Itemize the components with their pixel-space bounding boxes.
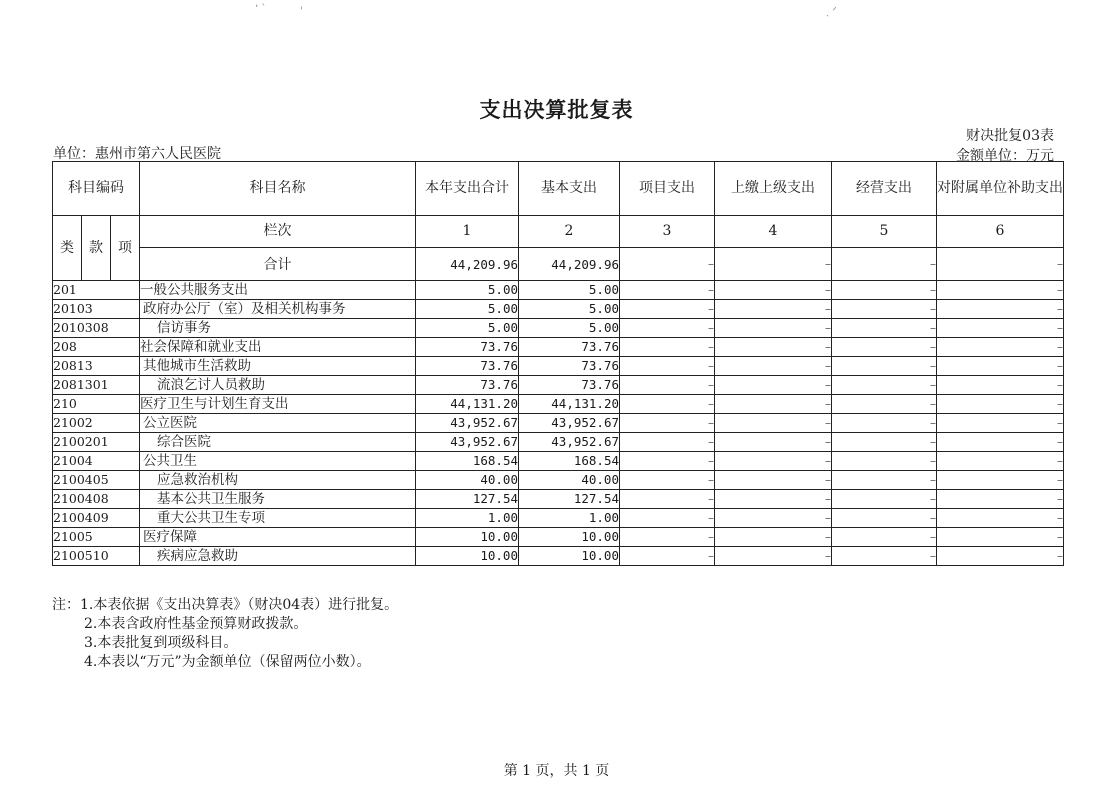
row-project: – [620, 357, 715, 376]
table-row [53, 414, 1064, 433]
column-number-row [53, 216, 1064, 248]
row-basic: 5.00 [519, 319, 620, 338]
row-code: 2100409 [53, 509, 140, 528]
header-col1: 本年支出合计 [416, 162, 519, 216]
row-subsidy: – [937, 433, 1064, 452]
table-row [53, 338, 1064, 357]
note-4: 4.本表以“万元”为金额单位（保留两位小数）。 [84, 654, 371, 670]
row-basic: 10.00 [519, 528, 620, 547]
row-name: 流浪乞讨人员救助 [140, 376, 416, 395]
note-2: 2.本表含政府性基金预算财政拨款。 [84, 616, 308, 632]
header-code-group: 科目编码 [53, 162, 140, 216]
scan-speck: ˏ ᐟ [826, 6, 837, 17]
table-row [53, 433, 1064, 452]
row-total: 5.00 [416, 319, 519, 338]
row-basic: 10.00 [519, 547, 620, 566]
row-project: – [620, 471, 715, 490]
row-total: 40.00 [416, 471, 519, 490]
row-subsidy: – [937, 300, 1064, 319]
row-name: 重大公共卫生专项 [140, 509, 416, 528]
row-upper: – [715, 547, 832, 566]
row-business: – [832, 414, 937, 433]
row-basic: 1.00 [519, 509, 620, 528]
row-subsidy: – [937, 471, 1064, 490]
total-col4: – [715, 248, 832, 281]
row-business: – [832, 490, 937, 509]
row-name: 疾病应急救助 [140, 547, 416, 566]
row-code: 21004 [53, 452, 140, 471]
total-col6: – [937, 248, 1064, 281]
row-subsidy: – [937, 395, 1064, 414]
table-row [53, 281, 1064, 300]
currency-unit: 金额单位：万元 [956, 148, 1054, 164]
row-name: 社会保障和就业支出 [140, 338, 416, 357]
row-upper: – [715, 338, 832, 357]
page-footer: 第 1 页，共 1 页 [503, 763, 610, 779]
table-row [53, 471, 1064, 490]
row-name: 综合医院 [140, 433, 416, 452]
row-code: 21005 [53, 528, 140, 547]
row-project: – [620, 376, 715, 395]
row-total: 43,952.67 [416, 414, 519, 433]
row-project: – [620, 414, 715, 433]
table-row [53, 509, 1064, 528]
row-total: 43,952.67 [416, 433, 519, 452]
row-business: – [832, 376, 937, 395]
table-row [53, 528, 1064, 547]
table-row [53, 300, 1064, 319]
table-row [53, 547, 1064, 566]
row-basic: 168.54 [519, 452, 620, 471]
row-business: – [832, 452, 937, 471]
row-code: 208 [53, 338, 140, 357]
table-row [53, 452, 1064, 471]
row-project: – [620, 338, 715, 357]
row-name: 医疗卫生与计划生育支出 [140, 395, 416, 414]
row-code: 21002 [53, 414, 140, 433]
row-upper: – [715, 433, 832, 452]
row-code: 2081301 [53, 376, 140, 395]
row-subsidy: – [937, 319, 1064, 338]
row-name: 医疗保障 [140, 528, 416, 547]
table-row [53, 357, 1064, 376]
row-subsidy: – [937, 414, 1064, 433]
row-total: 44,131.20 [416, 395, 519, 414]
row-business: – [832, 547, 937, 566]
row-project: – [620, 547, 715, 566]
notes [52, 596, 398, 672]
row-code: 20813 [53, 357, 140, 376]
total-col2: 44,209.96 [519, 248, 620, 281]
header-lanci: 栏次 [140, 216, 416, 248]
row-upper: – [715, 509, 832, 528]
row-total: 73.76 [416, 357, 519, 376]
row-upper: – [715, 490, 832, 509]
row-project: – [620, 319, 715, 338]
row-subsidy: – [937, 357, 1064, 376]
row-upper: – [715, 452, 832, 471]
row-basic: 5.00 [519, 281, 620, 300]
row-business: – [832, 433, 937, 452]
row-business: – [832, 471, 937, 490]
row-total: 1.00 [416, 509, 519, 528]
row-business: – [832, 300, 937, 319]
row-total: 127.54 [416, 490, 519, 509]
row-project: – [620, 433, 715, 452]
row-subsidy: – [937, 281, 1064, 300]
row-upper: – [715, 395, 832, 414]
row-project: – [620, 395, 715, 414]
row-upper: – [715, 319, 832, 338]
row-upper: – [715, 300, 832, 319]
row-upper: – [715, 281, 832, 300]
row-basic: 44,131.20 [519, 395, 620, 414]
row-business: – [832, 509, 937, 528]
total-row [53, 248, 1064, 281]
row-business: – [832, 338, 937, 357]
row-business: – [832, 528, 937, 547]
row-project: – [620, 300, 715, 319]
row-name: 公共卫生 [140, 452, 416, 471]
row-basic: 5.00 [519, 300, 620, 319]
row-upper: – [715, 528, 832, 547]
note-3: 3.本表批复到项级科目。 [84, 635, 238, 651]
row-subsidy: – [937, 338, 1064, 357]
row-project: – [620, 509, 715, 528]
table-body [53, 281, 1064, 566]
row-subsidy: – [937, 452, 1064, 471]
row-subsidy: – [937, 509, 1064, 528]
row-basic: 40.00 [519, 471, 620, 490]
header-row [53, 162, 1064, 216]
total-col3: – [620, 248, 715, 281]
row-total: 10.00 [416, 528, 519, 547]
row-code: 20103 [53, 300, 140, 319]
row-upper: – [715, 471, 832, 490]
row-project: – [620, 281, 715, 300]
scan-speck: ' [300, 6, 303, 17]
row-basic: 43,952.67 [519, 414, 620, 433]
row-total: 5.00 [416, 300, 519, 319]
header-xiang: 项 [111, 216, 140, 281]
scan-speck: ٬ ˋ [255, 4, 267, 15]
row-code: 2010308 [53, 319, 140, 338]
row-total: 5.00 [416, 281, 519, 300]
row-code: 2100408 [53, 490, 140, 509]
header-lei: 类 [53, 216, 82, 281]
row-total: 73.76 [416, 338, 519, 357]
row-total: 168.54 [416, 452, 519, 471]
row-upper: – [715, 414, 832, 433]
row-name: 其他城市生活救助 [140, 357, 416, 376]
table-row [53, 490, 1064, 509]
header-col3: 项目支出 [620, 162, 715, 216]
row-project: – [620, 528, 715, 547]
header-name: 科目名称 [140, 162, 416, 216]
row-code: 210 [53, 395, 140, 414]
row-name: 应急救治机构 [140, 471, 416, 490]
table-row [53, 395, 1064, 414]
row-name: 政府办公厅（室）及相关机构事务 [140, 300, 416, 319]
row-name: 公立医院 [140, 414, 416, 433]
row-code: 2100201 [53, 433, 140, 452]
row-total: 73.76 [416, 376, 519, 395]
expenditure-table [52, 161, 1064, 566]
row-subsidy: – [937, 376, 1064, 395]
row-basic: 43,952.67 [519, 433, 620, 452]
total-col5: – [832, 248, 937, 281]
row-name: 一般公共服务支出 [140, 281, 416, 300]
table-row [53, 319, 1064, 338]
header-kuan: 款 [82, 216, 111, 281]
row-code: 2100510 [53, 547, 140, 566]
header-col4: 上缴上级支出 [715, 162, 832, 216]
col-number-1: 1 [416, 216, 519, 248]
row-upper: – [715, 376, 832, 395]
note-1: 注：1.本表依据《支出决算表》（财决04表）进行批复。 [52, 597, 399, 613]
row-subsidy: – [937, 490, 1064, 509]
form-code: 财决批复03表 [966, 128, 1054, 144]
col-number-2: 2 [519, 216, 620, 248]
row-total: 10.00 [416, 547, 519, 566]
total-label: 合计 [140, 248, 416, 281]
row-upper: – [715, 357, 832, 376]
header-col6: 对附属单位补助支出 [937, 162, 1064, 216]
row-name: 基本公共卫生服务 [140, 490, 416, 509]
row-code: 201 [53, 281, 140, 300]
row-basic: 73.76 [519, 376, 620, 395]
header-col5: 经营支出 [832, 162, 937, 216]
document-title: 支出决算批复表 [479, 97, 634, 122]
row-project: – [620, 452, 715, 471]
row-subsidy: – [937, 528, 1064, 547]
row-project: – [620, 490, 715, 509]
col-number-5: 5 [832, 216, 937, 248]
col-number-4: 4 [715, 216, 832, 248]
row-basic: 127.54 [519, 490, 620, 509]
row-basic: 73.76 [519, 338, 620, 357]
total-col1: 44,209.96 [416, 248, 519, 281]
col-number-3: 3 [620, 216, 715, 248]
reporting-unit: 单位：惠州市第六人民医院 [53, 146, 221, 162]
row-name: 信访事务 [140, 319, 416, 338]
table-row [53, 376, 1064, 395]
row-business: – [832, 357, 937, 376]
row-code: 2100405 [53, 471, 140, 490]
row-business: – [832, 319, 937, 338]
header-col2: 基本支出 [519, 162, 620, 216]
row-basic: 73.76 [519, 357, 620, 376]
row-subsidy: – [937, 547, 1064, 566]
row-business: – [832, 395, 937, 414]
col-number-6: 6 [937, 216, 1064, 248]
row-business: – [832, 281, 937, 300]
